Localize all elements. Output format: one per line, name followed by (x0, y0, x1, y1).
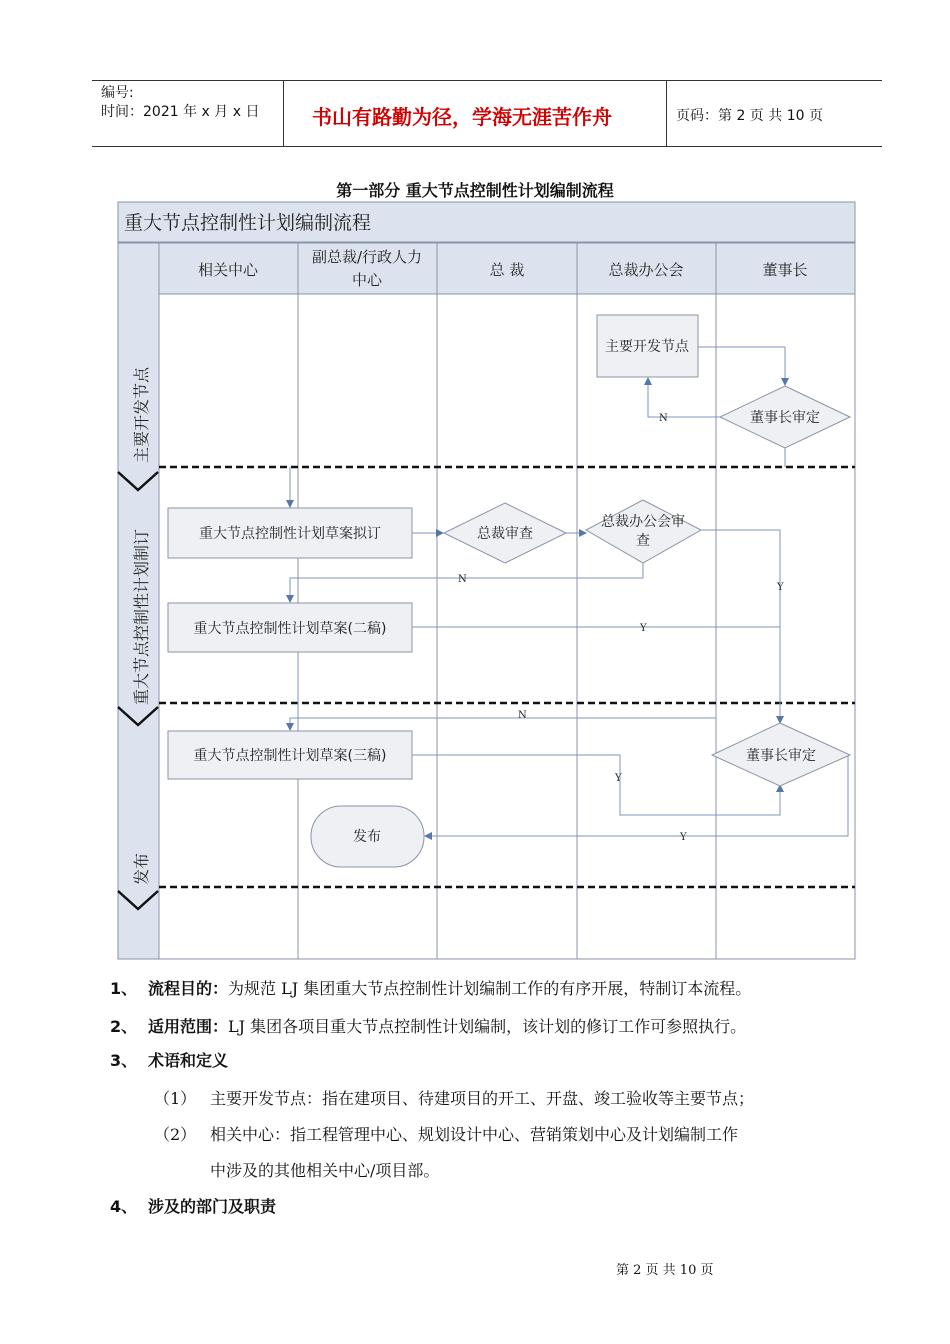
sub-item-1-number: （1） (154, 1089, 197, 1108)
node-president-review-label: 总裁审查 (477, 526, 533, 542)
item-1-title: 流程目的： (148, 979, 229, 998)
node-draft2-label: 重大节点控制性计划草案(二稿) (193, 621, 387, 637)
diagram-frame (118, 202, 855, 959)
diagram-title: 重大节点控制性计划编制流程 (124, 212, 372, 234)
edge-label-y2: Y (640, 623, 647, 634)
lane-label-publish: 发布 (132, 852, 151, 885)
item-3-number: 3、 (110, 1051, 138, 1070)
header-page-info: 页码：第 2 页 共 10 页 (676, 108, 823, 124)
item-2-number: 2、 (110, 1017, 138, 1036)
section-title: 第一部分 重大节点控制性计划编制流程 (336, 181, 614, 200)
item-4 (110, 1194, 276, 1217)
node-main-development-label: 主要开发节点 (605, 339, 689, 355)
item-1-number: 1、 (110, 979, 138, 998)
item-4-number: 4、 (110, 1197, 138, 1216)
node-chairman-review-2-label: 董事长审定 (746, 748, 816, 764)
item-3 (110, 1048, 228, 1071)
edge-label-y1: Y (777, 582, 784, 593)
item-1-text: 为规范 LJ 集团重大节点控制性计划编制工作的有序开展，特制订本流程。 (228, 979, 752, 998)
node-draft-label: 重大节点控制性计划草案拟订 (199, 526, 381, 542)
header-motto: 书山有路勤为径，学海无涯苦作舟 (312, 105, 612, 129)
item-4-title: 涉及的部门及职责 (148, 1197, 277, 1216)
edge-label-n3: N (518, 710, 527, 721)
sub-item-1-text: 主要开发节点：指在建项目、待建项目的开工、开盘、竣工验收等主要节点； (210, 1089, 755, 1108)
sub-item-2-number: （2） (154, 1125, 197, 1144)
node-office-review-label-2: 查 (636, 533, 650, 549)
column-header-vp-line2: 中心 (351, 271, 383, 289)
sub-item-2-continuation: 中涉及的其他相关中心/项目部。 (210, 1161, 440, 1180)
item-2-text: LJ 集团各项目重大节点控制性计划编制，该计划的修订工作可参照执行。 (228, 1017, 747, 1036)
column-header-vp-line1: 副总裁/行政人力 (311, 248, 423, 266)
node-publish-label: 发布 (353, 829, 381, 845)
header-time-label: 时间：2021 年 x 月 x 日 (101, 104, 260, 120)
item-2 (110, 1014, 746, 1037)
item-2-title: 适用范围： (148, 1017, 229, 1036)
node-chairman-review-1-label: 董事长审定 (750, 410, 820, 426)
node-draft3-label: 重大节点控制性计划草案(三稿) (193, 748, 387, 764)
edge-label-n2: N (458, 574, 467, 585)
edge-label-y4: Y (680, 832, 687, 843)
edge-label-y3: Y (615, 773, 622, 784)
column-header-related-center: 相关中心 (197, 261, 259, 279)
column-header-president: 总 裁 (489, 261, 525, 279)
item-3-title: 术语和定义 (148, 1051, 229, 1070)
item-1 (110, 976, 751, 999)
node-office-review-label-1: 总裁办公会审 (601, 514, 685, 530)
column-header-president-office: 总裁办公会 (608, 261, 684, 279)
page-footer: 第 2 页 共 10 页 (616, 1263, 714, 1278)
lane-label-main-nodes: 主要开发节点 (132, 366, 151, 463)
lane-label-plan-making: 重大节点控制性计划制订 (132, 528, 151, 705)
column-header-chairman: 董事长 (762, 261, 808, 279)
sub-item-2-text: 相关中心：指工程管理中心、规划设计中心、营销策划中心及计划编制工作 (210, 1125, 739, 1144)
header-code-label: 编号: (101, 85, 134, 101)
edge-label-n1: N (659, 413, 668, 424)
